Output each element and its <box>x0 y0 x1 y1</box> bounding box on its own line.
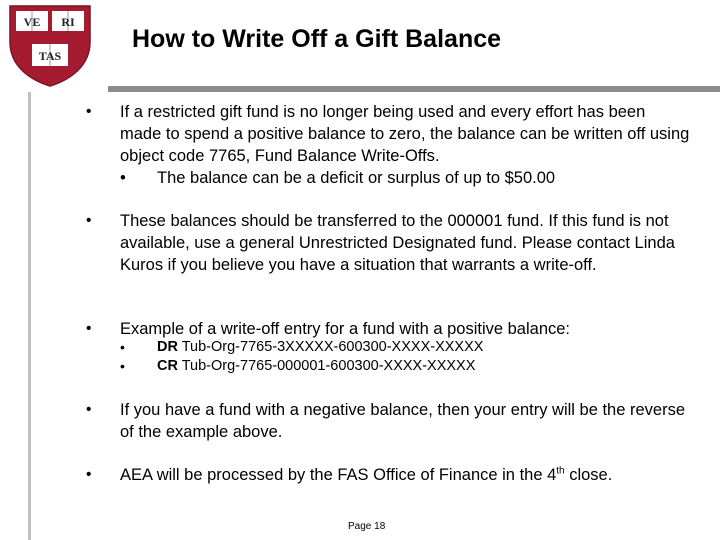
bullet-1-subitem <box>120 167 690 189</box>
logo-top-left-text: VE <box>23 15 41 29</box>
bullet-3-text: Example of a write-off entry for a fund with a positive balance: <box>120 320 571 338</box>
entry-cr-value: Tub-Org-7765-000001-600300-XXXX-XXXXX <box>181 358 476 374</box>
bullet-1-text: If a restricted gift fund is no longer being used and every effort has been made to spend a positive balance to zero, the balance can be written off using object code 7765, Fund Balance Write-Offs. <box>120 103 690 165</box>
sub-bullet-marker: • <box>120 358 125 374</box>
bullet-5-text <box>120 464 690 486</box>
logo-bottom-text: TAS <box>38 49 62 63</box>
bullet-marker: • <box>86 401 92 418</box>
bullet-5-superscript: th <box>556 465 565 477</box>
entry-dr <box>157 338 697 357</box>
logo-top-right-text: RI <box>61 15 75 29</box>
bullet-marker: • <box>86 466 92 483</box>
bullet-2-text: These balances should be transferred to the 000001 fund. If this fund is not available, use a general Unrestricted Designated fund. Please contact Linda Kuros if you believe you have a situation that warrants a write-off. <box>120 212 675 274</box>
sub-bullet-marker: • <box>120 169 126 187</box>
title-underline <box>108 86 720 92</box>
left-border <box>28 92 31 540</box>
entry-cr-label: CR <box>157 358 178 374</box>
bullet-marker: • <box>86 212 92 229</box>
bullet-marker: • <box>86 320 92 337</box>
page-title: How to Write Off a Gift Balance <box>132 25 502 53</box>
bullet-5-text-after: close. <box>564 466 613 484</box>
sub-bullet-marker: • <box>120 339 125 355</box>
page-number: Page 18 <box>348 521 386 532</box>
entry-dr-value: Tub-Org-7765-3XXXXX-600300-XXXX-XXXXX <box>181 339 484 355</box>
bullet-marker: • <box>86 103 92 120</box>
bullet-5-text-before: AEA will be processed by the FAS Office of Finance in the 4 <box>120 466 557 484</box>
entry-dr-label: DR <box>157 339 178 355</box>
entry-cr <box>157 357 697 376</box>
bullet-4-text: If you have a fund with a negative balance, then your entry will be the reverse of the example above. <box>120 401 686 441</box>
harvard-shield-logo <box>4 2 96 88</box>
bullet-1-subitem-text: The balance can be a deficit or surplus of up to $50.00 <box>157 169 556 187</box>
